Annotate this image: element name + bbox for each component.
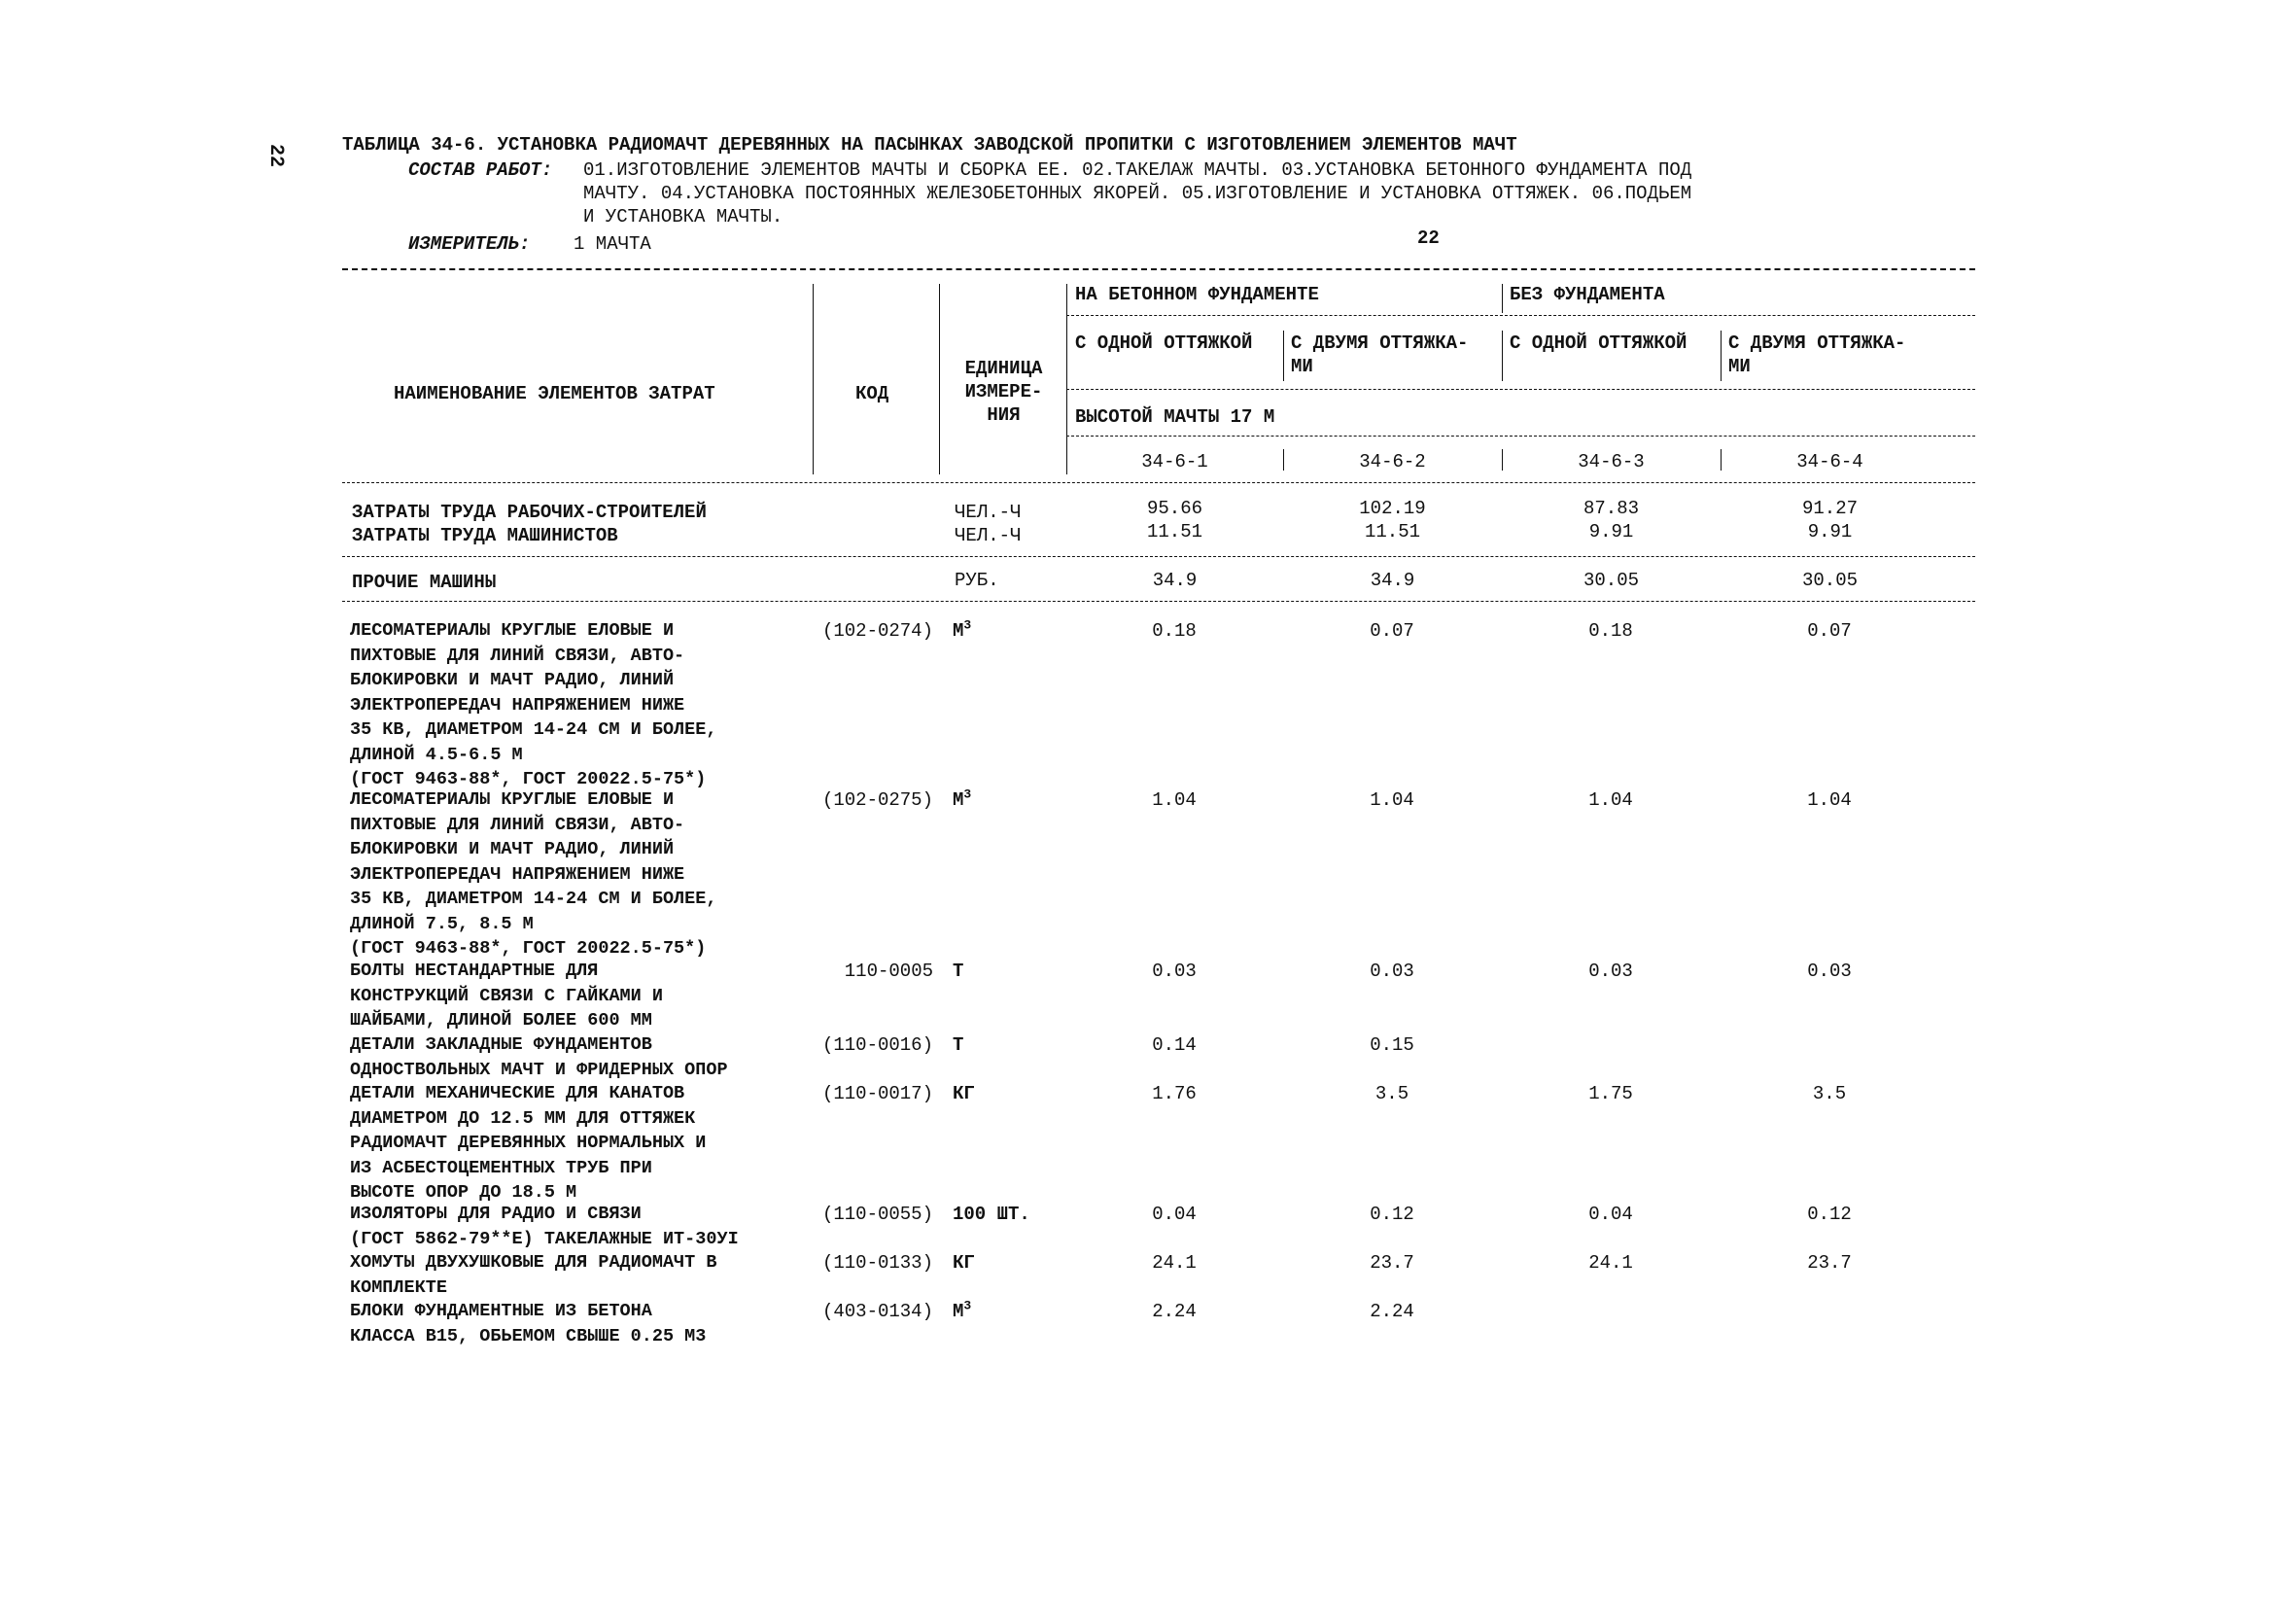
material-code: (403-0134)	[821, 1301, 933, 1322]
header-center-number: 22	[1417, 227, 1440, 249]
material-name-line: ЛЕСОМАТЕРИАЛЫ КРУГЛЫЕ ЕЛОВЫЕ И	[350, 789, 675, 810]
material-name-line: ОДНОСТВОЛЬНЫХ МАЧТ И ФРИДЕРНЫХ ОПОР	[350, 1059, 728, 1080]
material-row	[350, 1250, 716, 1300]
material-code: (110-0016)	[821, 1034, 933, 1056]
machines-bottom-rule	[342, 601, 1975, 602]
header-code-34-6-4: 34-6-4	[1796, 451, 1863, 472]
work-composition-line-1: 01.ИЗГОТОВЛЕНИЕ ЭЛЕМЕНТОВ МАЧТЫ И СБОРКА ЕЕ. 02.ТАКЕЛАЖ МАЧТЫ. 03.УСТАНОВКА БЕТОННОГО ФУНДАМЕНТА ПОД	[583, 159, 1692, 181]
header-divider-group	[1502, 284, 1503, 313]
material-name-line: 35 КВ, ДИАМЕТРОМ 14-24 СМ И БОЛЕЕ,	[350, 719, 717, 740]
meter-label: ИЗМЕРИТЕЛЬ:	[408, 233, 531, 255]
material-unit: $М^3$	[953, 787, 972, 811]
work-composition-line-2: МАЧТУ. 04.УСТАНОВКА ПОСТОЯННЫХ ЖЕЛЕЗОБЕТОННЫХ ЯКОРЕЙ. 05.ИЗГОТОВЛЕНИЕ И УСТАНОВКА ОТТЯЖЕК. 06.ПОДЬЕМ	[583, 183, 1692, 204]
material-value: 0.07	[1807, 620, 1852, 642]
header-code-34-6-2: 34-6-2	[1359, 451, 1426, 472]
material-name-line: РАДИОМАЧТ ДЕРЕВЯННЫХ НОРМАЛЬНЫХ И	[350, 1133, 707, 1153]
material-value: 0.18	[1588, 620, 1633, 642]
material-name-line: ЭЛЕКТРОПЕРЕДАЧ НАПРЯЖЕНИЕМ НИЖЕ	[350, 694, 685, 716]
material-name-line: БЛОКИ ФУНДАМЕНТНЫЕ ИЗ БЕТОНА	[350, 1301, 652, 1321]
material-name-line: (ГОСТ 9463-88*, ГОСТ 20022.5-75*)	[350, 938, 707, 959]
material-name-line: ПИХТОВЫЕ ДЛЯ ЛИНИЙ СВЯЗИ, АВТО-	[350, 814, 685, 835]
machines-row-name: ПРОЧИЕ МАШИНЫ	[352, 572, 497, 593]
material-row	[350, 1032, 728, 1082]
material-unit: $М^3$	[953, 1298, 972, 1322]
material-name-line: ДЛИНОЙ 7.5, 8.5 М	[350, 913, 534, 934]
material-value: 2.24	[1152, 1301, 1197, 1322]
material-value: 0.12	[1370, 1204, 1414, 1225]
material-name-line: (ГОСТ 9463-88*, ГОСТ 20022.5-75*)	[350, 769, 707, 789]
material-code: (110-0055)	[821, 1204, 933, 1225]
header-code-34-6-1: 34-6-1	[1141, 451, 1208, 472]
material-name-line: ДЕТАЛИ ЗАКЛАДНЫЕ ФУНДАМЕНТОВ	[350, 1034, 652, 1055]
header-divider-sub1	[1283, 331, 1284, 381]
material-value: 1.04	[1152, 789, 1197, 811]
labor-row-value: 9.91	[1807, 521, 1853, 542]
material-name-line: ХОМУТЫ ДВУХУШКОВЫЕ ДЛЯ РАДИОМАЧТ В	[350, 1252, 717, 1273]
material-name-line: ШАЙБАМИ, ДЛИНОЙ БОЛЕЕ 600 ММ	[350, 1010, 652, 1031]
labor-row-value: 102.19	[1359, 498, 1426, 519]
material-row	[350, 1299, 706, 1348]
labor-row-value: 87.83	[1583, 498, 1639, 519]
table-top-rule	[342, 268, 1975, 270]
work-composition-label: СОСТАВ РАБОТ:	[408, 159, 553, 181]
material-unit: Т	[953, 961, 964, 982]
material-row	[350, 787, 716, 961]
material-name-line: ЭЛЕКТРОПЕРЕДАЧ НАПРЯЖЕНИЕМ НИЖЕ	[350, 863, 685, 885]
machines-row-value: 34.9	[1152, 570, 1198, 591]
labor-row-value: 95.66	[1146, 498, 1202, 519]
meter-value: 1 МАЧТА	[574, 233, 651, 255]
material-code: (110-0017)	[821, 1083, 933, 1104]
labor-row-name: ЗАТРАТЫ ТРУДА МАШИНИСТОВ	[352, 525, 618, 546]
material-value: 1.04	[1588, 789, 1633, 811]
header-unit-line-3: НИЯ	[987, 404, 1021, 426]
work-composition-line-3: И УСТАНОВКА МАЧТЫ.	[583, 206, 783, 227]
material-name-line: ДЛИНОЙ 4.5-6.5 М	[350, 744, 523, 765]
header-sub-two-1a: С ДВУМЯ ОТТЯЖКА-	[1291, 332, 1469, 354]
labor-row-unit: ЧЕЛ.-Ч	[955, 525, 1022, 546]
machines-row-value: 30.05	[1583, 570, 1639, 591]
labor-row-name: ЗАТРАТЫ ТРУДА РАБОЧИХ-СТРОИТЕЛЕЙ	[352, 502, 707, 523]
material-value: 1.04	[1370, 789, 1414, 811]
labor-row-unit: ЧЕЛ.-Ч	[955, 502, 1022, 523]
material-value: 0.18	[1152, 620, 1197, 642]
header-name-col: НАИМЕНОВАНИЕ ЭЛЕМЕНТОВ ЗАТРАТ	[394, 383, 715, 404]
material-name-line: КЛАССА В15, ОБЬЕМОМ СВЫШЕ 0.25 М3	[350, 1325, 707, 1346]
header-unit-line-1: ЕДИНИЦА	[964, 358, 1043, 379]
header-sub-two-2a: С ДВУМЯ ОТТЯЖКА-	[1728, 332, 1906, 354]
material-name-line: ИЗ АСБЕСТОЦЕМЕНТНЫХ ТРУБ ПРИ	[350, 1157, 652, 1178]
material-unit: КГ	[953, 1252, 975, 1274]
header-sub-two-1b: МИ	[1291, 356, 1313, 377]
material-row	[350, 1081, 706, 1206]
material-value: 3.5	[1812, 1083, 1847, 1104]
labor-bottom-rule	[342, 556, 1975, 557]
labor-row-value: 11.51	[1364, 521, 1420, 542]
header-rule-2	[1066, 389, 1975, 390]
material-value: 0.15	[1370, 1034, 1414, 1056]
material-row	[350, 1202, 739, 1251]
header-rule-1	[1066, 315, 1975, 316]
material-name-line: БЛОКИРОВКИ И МАЧТ РАДИО, ЛИНИЙ	[350, 670, 675, 690]
material-value: 0.04	[1588, 1204, 1633, 1225]
material-name-line: КОНСТРУКЦИЙ СВЯЗИ С ГАЙКАМИ И	[350, 985, 663, 1006]
material-value: 0.07	[1370, 620, 1414, 642]
material-value: 24.1	[1588, 1252, 1633, 1274]
material-name-line: БОЛТЫ НЕСТАНДАРТНЫЕ ДЛЯ	[350, 961, 599, 981]
material-value: 0.03	[1370, 961, 1414, 982]
material-value: 0.14	[1152, 1034, 1197, 1056]
material-value: 24.1	[1152, 1252, 1197, 1274]
machines-row-unit: РУБ.	[955, 570, 999, 591]
material-name-line: ИЗОЛЯТОРЫ ДЛЯ РАДИО И СВЯЗИ	[350, 1204, 642, 1224]
labor-row-value: 91.27	[1801, 498, 1858, 519]
table-title: ТАБЛИЦА 34-6. УСТАНОВКА РАДИОМАЧТ ДЕРЕВЯННЫХ НА ПАСЫНКАХ ЗАВОДСКОЙ ПРОПИТКИ С ИЗГОТОВЛЕНИЕМ ЭЛЕМЕНТОВ МАЧТ	[342, 134, 1517, 156]
header-unit-line-2: ИЗМЕРЕ-	[964, 381, 1043, 402]
material-value: 0.03	[1807, 961, 1852, 982]
material-name-line: БЛОКИРОВКИ И МАЧТ РАДИО, ЛИНИЙ	[350, 839, 675, 859]
header-code-34-6-3: 34-6-3	[1578, 451, 1645, 472]
material-name-line: ВЫСОТЕ ОПОР ДО 18.5 М	[350, 1182, 577, 1203]
material-value: 0.04	[1152, 1204, 1197, 1225]
material-value: 1.76	[1152, 1083, 1197, 1104]
material-code: (110-0133)	[821, 1252, 933, 1274]
header-divider-unit	[1066, 284, 1067, 474]
material-unit: КГ	[953, 1083, 975, 1104]
material-value: 1.75	[1588, 1083, 1633, 1104]
labor-row-value: 9.91	[1588, 521, 1634, 542]
header-sub-two-2b: МИ	[1728, 356, 1751, 377]
material-unit: Т	[953, 1034, 964, 1056]
header-divider-sub2	[1502, 331, 1503, 381]
header-group-concrete: НА БЕТОННОМ ФУНДАМЕНТЕ	[1075, 284, 1319, 305]
header-height: ВЫСОТОЙ МАЧТЫ 17 М	[1075, 406, 1275, 428]
header-group-no-foundation: БЕЗ ФУНДАМЕНТА	[1510, 284, 1665, 305]
material-unit: 100 ШТ.	[953, 1204, 1030, 1225]
material-unit: $М^3$	[953, 617, 972, 642]
material-code: 110-0005	[844, 961, 933, 982]
header-code-col: КОД	[855, 383, 889, 404]
header-divider-code	[939, 284, 940, 474]
material-value: 2.24	[1370, 1301, 1414, 1322]
material-value: 23.7	[1807, 1252, 1852, 1274]
header-rule-3	[1066, 436, 1975, 437]
machines-row-value: 34.9	[1370, 570, 1415, 591]
material-value: 0.12	[1807, 1204, 1852, 1225]
material-value: 23.7	[1370, 1252, 1414, 1274]
material-row	[350, 618, 716, 792]
material-name-line: ЛЕСОМАТЕРИАЛЫ КРУГЛЫЕ ЕЛОВЫЕ И	[350, 620, 675, 641]
material-value: 3.5	[1374, 1083, 1409, 1104]
header-divider-name	[813, 284, 814, 474]
material-name-line: ДЕТАЛИ МЕХАНИЧЕСКИЕ ДЛЯ КАНАТОВ	[350, 1083, 685, 1103]
header-sub-one-2: С ОДНОЙ ОТТЯЖКОЙ	[1510, 332, 1687, 354]
material-row	[350, 959, 663, 1033]
header-divider-sub3	[1721, 331, 1722, 381]
material-value: 1.04	[1807, 789, 1852, 811]
header-bottom-rule	[342, 482, 1975, 483]
machines-row-value: 30.05	[1801, 570, 1858, 591]
material-name-line: ДИАМЕТРОМ ДО 12.5 ММ ДЛЯ ОТТЯЖЕК	[350, 1107, 696, 1129]
material-name-line: 35 КВ, ДИАМЕТРОМ 14-24 СМ И БОЛЕЕ,	[350, 889, 717, 909]
page-number: 22	[264, 144, 287, 168]
material-name-line: (ГОСТ 5862-79**Е) ТАКЕЛАЖНЫЕ ИТ-30УI	[350, 1228, 739, 1249]
material-code: (102-0274)	[821, 620, 933, 642]
material-code: (102-0275)	[821, 789, 933, 811]
labor-row-value: 11.51	[1146, 521, 1202, 542]
material-value: 0.03	[1588, 961, 1633, 982]
material-name-line: КОМПЛЕКТЕ	[350, 1276, 447, 1298]
header-sub-one-1: С ОДНОЙ ОТТЯЖКОЙ	[1075, 332, 1253, 354]
material-name-line: ПИХТОВЫЕ ДЛЯ ЛИНИЙ СВЯЗИ, АВТО-	[350, 645, 685, 666]
material-value: 0.03	[1152, 961, 1197, 982]
